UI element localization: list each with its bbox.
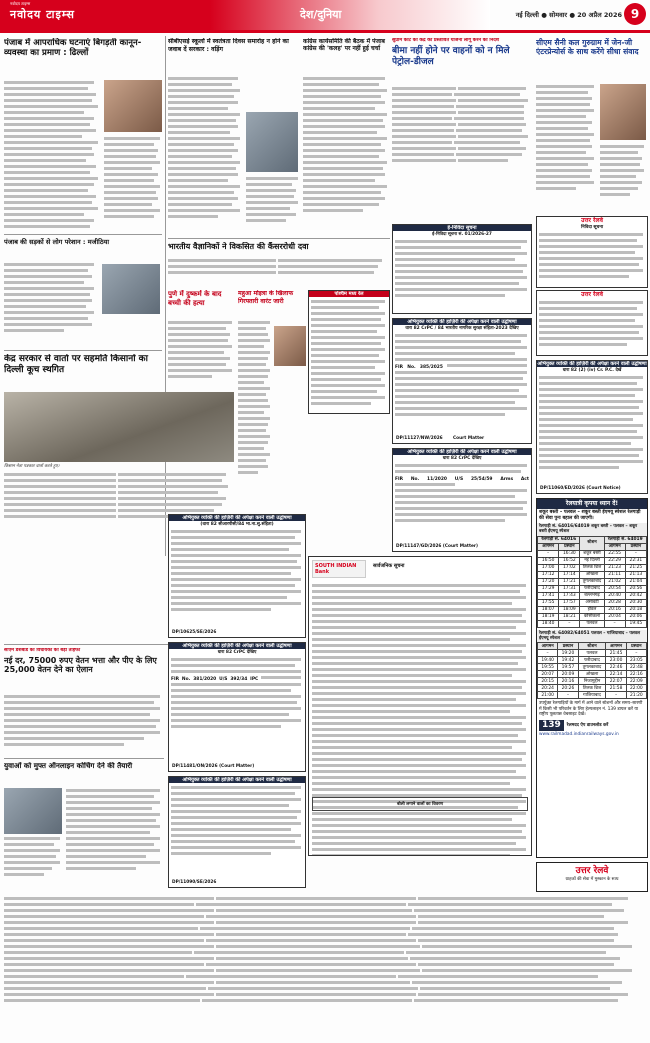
time-cell: 18:09: [559, 606, 580, 613]
timetable-row: [538, 550, 647, 557]
col-departure: प्रस्थान: [558, 643, 578, 650]
article-pune: [168, 290, 234, 318]
timetable-row: [538, 613, 647, 620]
article-body: [168, 320, 234, 400]
time-cell: 17:20: [538, 578, 559, 585]
e-tender-body: [393, 238, 531, 302]
time-cell: 22:16: [626, 671, 646, 678]
train-b-label: रेलगाड़ी सं. 64019: [604, 536, 646, 543]
divider: [4, 758, 164, 759]
notice-section: धारा 82 CrPC देखिए: [217, 650, 257, 656]
headline-ceo: सीएम सैनी कल गुरुग्राम में जेन-जी एंटरप्रेन्योर्स के साथ करेंगे सीधा संवाद: [536, 38, 639, 56]
masthead: [0, 0, 650, 36]
time-cell: 20:24: [538, 685, 558, 692]
time-cell: 22:48: [626, 664, 646, 671]
time-cell: 21:20: [626, 692, 646, 699]
article-scientists: [168, 242, 390, 256]
time-cell: 19:42: [558, 657, 578, 664]
notice-band: अभियुक्त व्यक्ति की हाज़िरी की अपेक्षा करने वाली उद्घोषणा: [169, 515, 305, 521]
train1-heading: रेलगाड़ी सं. 64016/64019 शकूर बस्ती – पलवल – शकूर बस्ती ईएमयू स्पेशल: [537, 523, 647, 536]
time-cell: –: [606, 692, 626, 699]
timetable-row: [538, 606, 647, 613]
proclamation-notice-1: [392, 318, 532, 444]
tender-body: [537, 230, 647, 282]
station-cell: नई दिल्ली: [580, 557, 604, 564]
notice-section: धारा 82 CrPC देखिए: [442, 456, 482, 462]
timetable-row: [538, 578, 647, 585]
col-departure: प्रस्थान: [559, 543, 580, 550]
station-header: स्टेशन: [580, 536, 604, 550]
timetable-row: [538, 620, 647, 627]
section-title: देश/दुनिया: [300, 8, 342, 21]
tender-body: [309, 297, 389, 409]
notice-body: [393, 332, 531, 421]
time-cell: 20:16: [604, 606, 625, 613]
time-cell: 16:52: [559, 557, 580, 564]
time-cell: 17:00: [538, 564, 559, 571]
tender-title: उत्तर रेलवे: [581, 291, 603, 298]
time-cell: 19:40: [538, 657, 558, 664]
kicker-insurance: सुप्रीम कोर्ट का केंद्र को प्रस्तावित योजना लागू करने का निर्देश: [392, 38, 500, 43]
time-cell: 19:55: [538, 664, 558, 671]
timetable-row: [538, 650, 647, 657]
time-cell: –: [625, 550, 646, 557]
timetable-row: [538, 599, 647, 606]
bank-notice-body: [312, 583, 528, 856]
time-cell: 21:45: [606, 650, 626, 657]
tender-west-central-railway: [308, 290, 390, 414]
time-cell: 20:54: [604, 585, 625, 592]
divider: [4, 350, 162, 351]
time-cell: 22:46: [606, 664, 626, 671]
notice-body: [537, 374, 647, 474]
time-cell: 20:07: [538, 671, 558, 678]
notice-band: अभियुक्त व्यक्ति की हाज़िरी की अपेक्षा करने वाली उद्घोषणा: [393, 449, 531, 455]
time-cell: 17:21: [559, 578, 580, 585]
time-cell: 20:06: [625, 613, 646, 620]
time-cell: –: [626, 650, 646, 657]
time-cell: 19:20: [558, 650, 578, 657]
station-cell: बल्लभगढ़: [580, 592, 604, 599]
time-cell: 17:31: [559, 585, 580, 592]
masthead-right: [490, 0, 650, 30]
notice-dp: DP/11147/GD/2026 (Court Matter): [396, 543, 478, 549]
kicker-punjab-pay: सीएम डैशबोर्ड का विधायकों को बड़ा तोहफा: [4, 648, 81, 653]
kisan-caption: किसान नेता पत्रकार वार्ता करते हुए।: [4, 464, 60, 469]
time-cell: 18:21: [559, 613, 580, 620]
station-cell: तिलक ब्रिज: [580, 564, 604, 571]
notice-section: (धारा 82 सीआरपीसी/84 भा.ना.सु.संहिता): [200, 522, 274, 528]
masthead-left-band: [0, 0, 210, 30]
time-cell: 20:16: [558, 678, 578, 685]
col-arrival: आगमन: [604, 543, 625, 550]
article-body: [536, 84, 596, 214]
time-cell: 17:41: [538, 592, 559, 599]
time-cell: 17:55: [538, 599, 559, 606]
time-cell: –: [538, 550, 559, 557]
time-cell: 18:19: [538, 613, 559, 620]
train1-table: [537, 536, 647, 628]
time-cell: 20:18: [625, 606, 646, 613]
time-cell: 19:57: [558, 664, 578, 671]
station-cell: होडल: [580, 606, 604, 613]
tender-northern-railway-2: [536, 290, 648, 356]
time-cell: 20:42: [625, 592, 646, 599]
time-cell: 23:00: [606, 657, 626, 664]
article-body: [4, 836, 62, 888]
station-cell: तुगलकाबाद: [580, 578, 604, 585]
station-cell: पलवल: [578, 650, 606, 657]
train-a-label: रेलगाड़ी सं. 64016: [538, 536, 580, 543]
station-cell: फरीदाबाद: [578, 657, 606, 664]
time-cell: 16:50: [538, 557, 559, 564]
timetable-row: [538, 671, 647, 678]
time-cell: –: [604, 620, 625, 627]
article-ceo: [536, 38, 648, 82]
notice-body: [169, 783, 305, 859]
time-cell: 21:23: [604, 564, 625, 571]
article-body: [246, 176, 300, 236]
headline-scientists: भारतीय वैज्ञानिकों ने विकसित की कैंसररोधी दवा: [168, 242, 309, 251]
minister-photo: [4, 788, 62, 834]
station-cell: निजामुद्दीन: [578, 678, 606, 685]
railmadad-url: www.railmadad.indianrailways.gov.in: [539, 732, 619, 738]
time-cell: 22:07: [606, 678, 626, 685]
headline-youth: युवाओं को मुफ्त ऑनलाइन कोचिंग देने की तैयारी: [4, 762, 133, 770]
station-cell: पलवल: [580, 620, 604, 627]
bidder-details-box: बोली लगाने वालों का विवरण: [312, 797, 528, 811]
article-punjab-crime-headline: [4, 38, 162, 78]
time-cell: 16:30: [559, 550, 580, 557]
notice-dp: DP/10625/SE/2026: [172, 629, 217, 635]
notice-dp: DP/11090/SE/2026: [172, 879, 217, 885]
timetable-row: [538, 585, 647, 592]
time-cell: 22:55: [604, 550, 625, 557]
notice-section: धारा 82 (2) (iv) Cr. P.C. देखें: [562, 368, 622, 374]
col-departure: प्रस्थान: [625, 543, 646, 550]
notice-dp: DP/11481/ON/2026 (Court Matter): [172, 763, 255, 769]
station-cell: गाजियाबाद: [578, 692, 606, 699]
headline-punjab-loot: पंजाब की सड़कों से लोग परेशान : मजीठिया: [4, 238, 110, 246]
notice-court: Court Matter: [453, 435, 485, 441]
headline-pune: पुणे में दुष्कर्म के बाद बच्ची की हत्या: [168, 290, 222, 307]
leader-photo: [246, 112, 298, 172]
time-cell: –: [558, 692, 578, 699]
time-cell: 18:40: [538, 620, 559, 627]
time-cell: 17:29: [538, 585, 559, 592]
time-cell: 20:26: [558, 685, 578, 692]
station-cell: तुगलकाबाद: [578, 664, 606, 671]
railway-slogan: ग्राहकों की सेवा में मुस्कान के साथ: [565, 877, 619, 883]
station-cell: तिलक ब्रिज: [578, 685, 606, 692]
station-cell: शकूर बस्ती: [580, 550, 604, 557]
time-cell: 22:09: [626, 678, 646, 685]
time-cell: 21:11: [604, 571, 625, 578]
time-cell: 23:05: [626, 657, 646, 664]
time-cell: 20:40: [604, 592, 625, 599]
railway-footer-message: उपर्युक्त रेलगाड़ियों के मार्ग में आने वाले स्टेशनों और समय–सारणी में किसी भी परिवर्तन के लिए हेल्पलाइन नं. 139 डायल करें या राष्ट्रीय पूछताछ वेबसाइट देखें।: [539, 701, 643, 718]
majithia-photo: [102, 264, 160, 314]
time-cell: 17:12: [538, 571, 559, 578]
time-cell: 22:14: [606, 671, 626, 678]
time-cell: 22:29: [604, 557, 625, 564]
time-cell: 22:31: [625, 557, 646, 564]
time-cell: 21:58: [606, 685, 626, 692]
notice-band: अभियुक्त व्यक्ति की हाज़िरी की अपेक्षा करने वाली उद्घोषणा: [169, 777, 305, 783]
notice-body: [169, 528, 305, 616]
northern-railway-brand: [536, 862, 648, 892]
notice-band: अभियुक्त व्यक्ति की हाज़िरी की अपेक्षा करने वाली उद्घोषणा: [393, 319, 531, 325]
article-body: [168, 258, 390, 288]
train2-heading: रेलगाड़ी सं. 64082/64051 पलवल – गाजियाबाद – पलवल ईएमयू स्पेशल: [537, 630, 647, 643]
station-cell: कोसीकलां: [580, 613, 604, 620]
bank-auction-notice: [308, 556, 532, 856]
railmadad-note: रेलमदद ऐप डाउनलोड करें: [566, 722, 609, 728]
politician-photo: [104, 80, 162, 132]
headline-punjab-pay: नई दर, 75000 रुपए वेतन भत्ता और पीए के लिए 25,000 वेतन देने का ऐलान: [4, 655, 157, 675]
tender-title: उत्तर रेलवे: [581, 217, 603, 224]
proclamation-notice-3: [168, 514, 306, 638]
notice-section: धारा 82 CrPC / 84 भारतीय नागरिक सुरक्षा संहिता-2023 देखिए: [405, 326, 519, 332]
time-cell: 21:04: [625, 578, 646, 585]
col-arrival: आगमन: [538, 643, 558, 650]
railway-intro: शकूर बस्ती – पलवल – शकूर बस्ती ईएमयू स्पेशल रेलगाड़ी की सेवा पुनः बहाल की जाएगी।: [539, 510, 641, 521]
bank-notice-title: सार्वजनिक सूचना: [373, 563, 405, 569]
e-tender-number: ई-निविदा सूचना सं. 01/2026-27: [432, 232, 492, 238]
railway-timetable-ad: [536, 498, 648, 858]
timetable-row: [538, 678, 647, 685]
page-number: 9: [624, 3, 646, 25]
helpline-number: 139: [539, 720, 564, 731]
article-mahua: [238, 290, 306, 318]
time-cell: 17:02: [559, 564, 580, 571]
article-body: [600, 144, 646, 214]
time-cell: 20:56: [625, 585, 646, 592]
article-congress: [303, 38, 389, 74]
time-cell: 17:43: [559, 592, 580, 599]
article-body: [238, 320, 272, 510]
railway-brand-name: उत्तर रेलवे: [575, 866, 609, 876]
time-cell: 19:45: [625, 620, 646, 627]
station-cell: ओखला: [580, 571, 604, 578]
article-body: [4, 694, 164, 754]
tender-body: [537, 299, 647, 351]
article-body: [66, 788, 164, 888]
masthead-cutline: नवोदय टाइम्स: [10, 1, 31, 6]
train1-rows: [538, 550, 647, 627]
brand-logo: नवोदय टाइम्स: [10, 8, 75, 21]
timetable-row: [538, 592, 647, 599]
time-cell: –: [538, 650, 558, 657]
bank-name: SOUTH INDIAN Bank: [315, 563, 357, 576]
bank-logo: [312, 560, 366, 578]
notice-fir: FIR No. 385/2025: [395, 364, 443, 370]
kisan-photo: [4, 392, 234, 462]
article-kisan: [4, 354, 162, 390]
time-cell: 18:07: [538, 606, 559, 613]
proclamation-notice-2: [392, 448, 532, 552]
timetable-row: [538, 657, 647, 664]
col-departure: प्रस्थान: [626, 643, 646, 650]
article-insurance: [392, 38, 532, 84]
time-cell: 17:57: [559, 599, 580, 606]
divider: [4, 234, 162, 235]
article-youth: [4, 762, 164, 786]
e-tender-band: ई-निविदा सूचना: [393, 225, 531, 231]
lower-page-text: [4, 896, 648, 1036]
station-cell: ओखला: [578, 671, 606, 678]
headline-congress: कांग्रेस कार्यसमिति की बैठक में पंजाब कांग्रेस की 'कलह' पर नहीं हुई चर्चा: [303, 38, 385, 53]
mahua-photo: [274, 326, 306, 366]
headline-punjab-crime: पंजाब में आपराधिक घटनाएं बिगड़ती कानून-व्यवस्था का प्रमाण : ढिल्लों: [4, 38, 142, 58]
time-cell: 20:04: [604, 613, 625, 620]
proclamation-notice-4: [168, 642, 306, 772]
time-cell: 21:13: [625, 571, 646, 578]
notice-dp: DP/11127/NW/2026: [396, 435, 443, 441]
tender-subtitle: निविदा सूचना: [580, 224, 603, 230]
time-cell: 20:28: [604, 599, 625, 606]
train2-table: [537, 642, 647, 699]
west-railway-band: पश्चिम मध्य रेल: [309, 291, 389, 297]
article-body: [4, 80, 100, 230]
railway-banner: रेलयात्री कृपया ध्यान दें!: [537, 499, 647, 509]
article-body: [168, 76, 242, 236]
article-body: [4, 262, 98, 346]
article-cbse: [168, 38, 300, 74]
article-body: [392, 86, 532, 194]
time-cell: 17:14: [559, 571, 580, 578]
time-cell: 20:30: [625, 599, 646, 606]
timetable-row: [538, 564, 647, 571]
notice-body: [393, 462, 531, 527]
cm-photo: [600, 84, 646, 140]
e-tender-notice: [392, 224, 532, 314]
masthead-rule: [0, 30, 650, 33]
time-cell: 21:00: [538, 692, 558, 699]
headline-kisan: केंद्र सरकार से वार्ता पर सहमति किसानों का दिल्ली कूच स्थगित: [4, 354, 148, 375]
proclamation-notice-right: [536, 360, 648, 494]
notice-band: अभियुक्त व्यक्ति की हाज़िरी की अपेक्षा करने वाली उद्घोषणा: [169, 643, 305, 649]
timetable-row: [538, 571, 647, 578]
station-header: स्टेशन: [578, 643, 606, 650]
time-cell: 21:02: [604, 578, 625, 585]
divider: [168, 238, 390, 239]
timetable-row: [538, 557, 647, 564]
time-cell: 20:15: [538, 678, 558, 685]
time-cell: 21:25: [625, 564, 646, 571]
train2-rows: [538, 650, 647, 699]
station-cell: असावटी: [580, 599, 604, 606]
timetable-row: [538, 685, 647, 692]
notice-band: अभियुक्त व्यक्ति की हाज़िरी की अपेक्षा करने वाली उद्घोषणा: [537, 361, 647, 367]
dateline: नई दिल्ली ● सोमवार ● 20 अप्रैल 2026: [515, 11, 622, 19]
timetable-row: [538, 692, 647, 699]
proclamation-notice-5: [168, 776, 306, 888]
col-arrival: आगमन: [606, 643, 626, 650]
timetable-row: [538, 664, 647, 671]
article-body: [303, 76, 389, 236]
article-body: [104, 136, 162, 231]
time-cell: –: [559, 620, 580, 627]
helpline-row: [537, 720, 647, 731]
article-punjab-pay: [4, 648, 164, 692]
notice-dp: DP/11060/ED/2026 (Court Notice): [540, 485, 621, 491]
headline-cbse: सीबीएसई स्कूलों में स्वतंत्रता दिवस समारोह न होने का जवाब दें सरकार : वड़िंग: [168, 38, 289, 53]
headline-insurance: बीमा नहीं होने पर वाहनों को न मिले पेट्रोल-डीजल: [392, 45, 510, 67]
masthead-mid-band: [210, 0, 490, 30]
headline-mahua: महुआ मोइत्रा के खिलाफ गिरफ्तारी वारंट जारी: [238, 290, 294, 305]
time-cell: 22:00: [626, 685, 646, 692]
col-arrival: आगमन: [538, 543, 559, 550]
notice-fir: FIR No. 381/2020 U/S 392/34 IPC: [171, 676, 259, 682]
notice-body: [169, 656, 305, 733]
station-cell: फरीदाबाद: [580, 585, 604, 592]
tender-northern-railway-1: [536, 216, 648, 288]
time-cell: 20:09: [558, 671, 578, 678]
notice-fir: FIR No. 11/2020 U/S 25/54/59 Arms Act: [395, 476, 529, 482]
article-punjab-loot: [4, 238, 162, 260]
